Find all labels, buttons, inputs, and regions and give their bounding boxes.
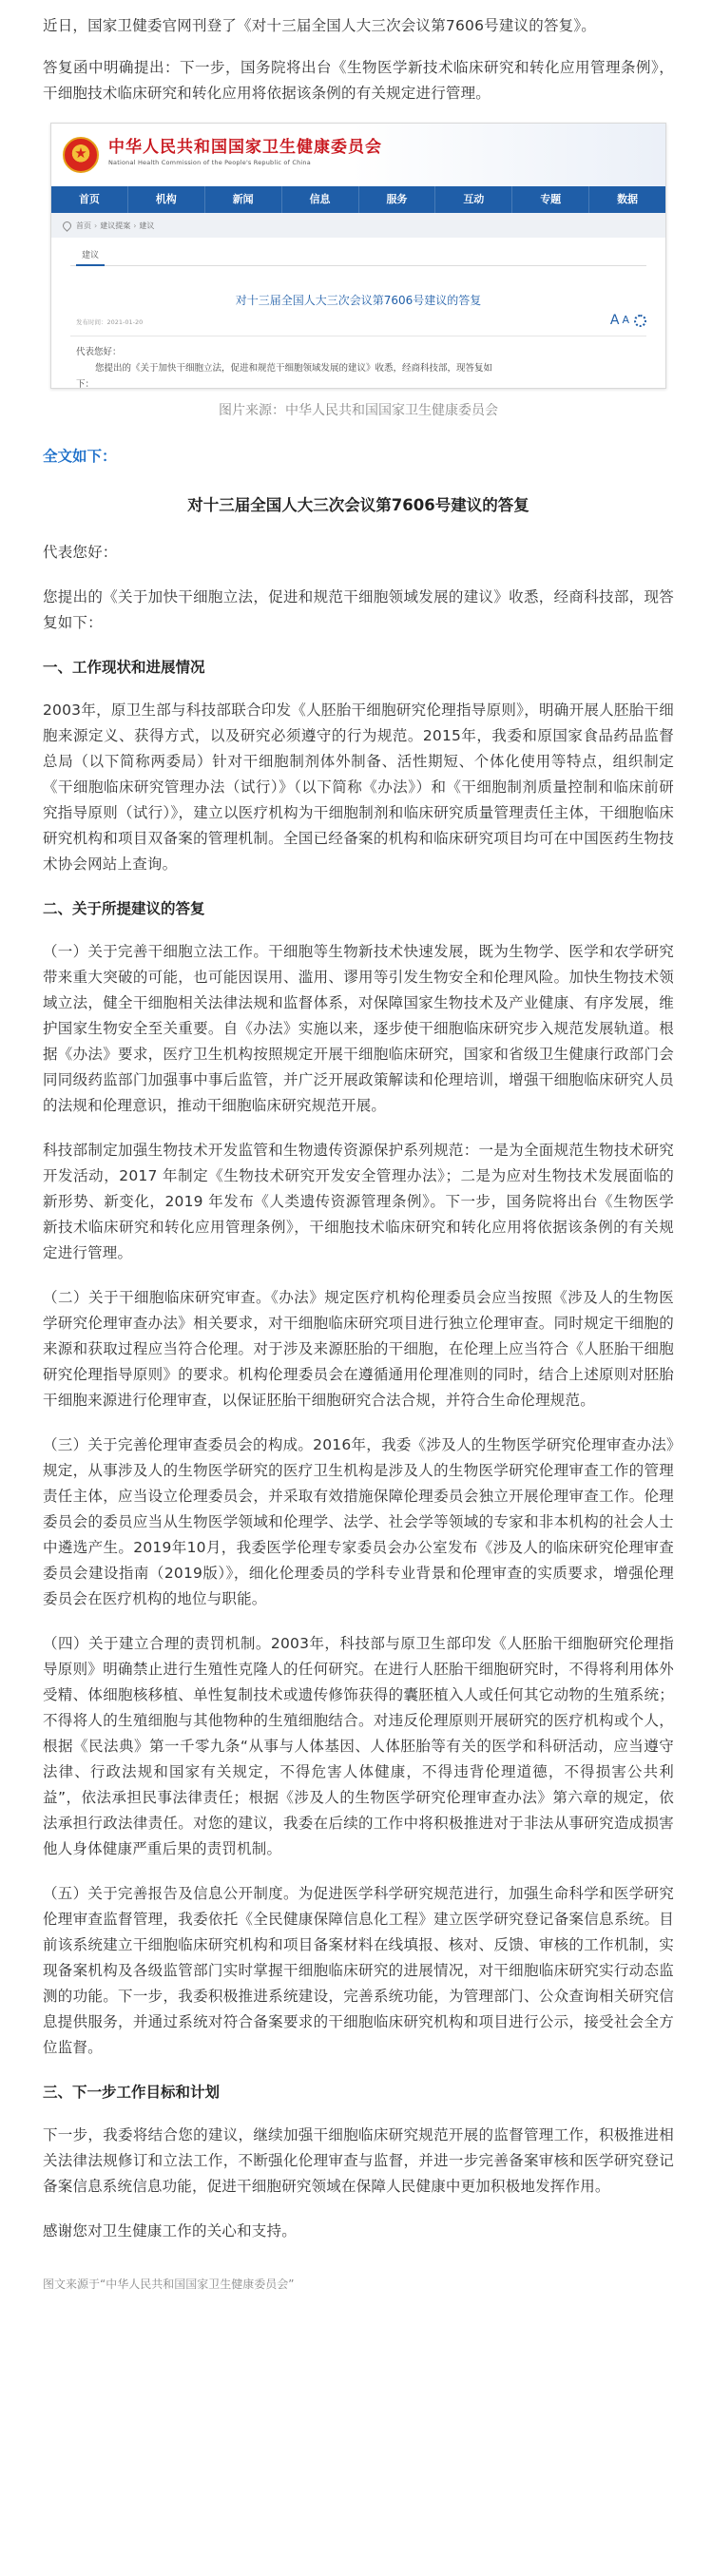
site-subtitle: National Health Commission of the People's Republic of China <box>108 159 311 166</box>
nhc-website-screenshot <box>50 123 666 389</box>
section-2-paragraph-6: （五）关于完善报告及信息公开制度。为促进医学科学研究规范进行，加强生命科学和医学研究伦理审查监督管理，我委依托《全民健康保障信息化工程》建立医学研究登记备案信息系统。目前该系统建立干细胞临床研究机构和项目备案材料在线填报、核对、反馈、审核的工作机制，实现备案机构及各级监管部门实时掌握干细胞临床研究的进展情况，对干细胞临床研究实行动态监测的功能。下一步，我委积极推进系统建设，完善系统功能，为管理部门、公众查询相关研究信息提供服务，并通过系统对符合备案要求的干细胞临床研究机构和项目进行公示，接受社会全方位监督。 <box>43 1885 674 2056</box>
nav-item-agency[interactable]: 机构 <box>128 186 205 213</box>
intro-paragraph-2: 答复函中明确提出：下一步，国务院将出台《生物医学新技术临床研究和转化应用管理条例》，干细胞技术临床研究和转化应用将依据该条例的有关规定进行管理。 <box>43 59 674 102</box>
breadcrumb-separator-icon: › <box>94 221 98 230</box>
section-1-paragraph: 2003年，原卫生部与科技部联合印发《人胚胎干细胞研究伦理指导原则》，明确开展人胚胎干细胞来源定义、获得方式，以及研究必须遵守的行为规范。2015年，我委和原国家食品药品监督总局（以下简称两委局）针对干细胞制剂体外制备、活性期短、个体化使用等特点，组织制定《干细胞临床研究管理办法（试行）》（以下简称《办法》）和《干细胞制剂质量控制和临床前研究指导原则（试行）》，建立以医疗机构为干细胞制剂和临床研究质量管理责任主体，干细胞临床研究机构和项目双备案的管理机制。全国已经备案的机构和临床研究项目均可在中国医药生物技术协会网站上查询。 <box>43 702 674 873</box>
tab-bar <box>70 247 646 266</box>
document-meta <box>70 313 646 336</box>
site-nav <box>51 186 665 213</box>
closing-line: 感谢您对卫生健康工作的关心和支持。 <box>43 2222 297 2240</box>
nav-item-data[interactable]: 数据 <box>617 193 639 205</box>
breadcrumb-item[interactable]: 首页 <box>76 221 91 230</box>
nav-item-news[interactable]: 新闻 <box>205 186 282 213</box>
figure-caption: 图片来源：中华人民共和国国家卫生健康委员会 <box>219 403 498 418</box>
figure <box>43 123 674 389</box>
nav-item-home[interactable]: 首页 <box>51 186 128 213</box>
font-size-tools <box>610 312 646 329</box>
nav-item-service[interactable]: 服务 <box>359 186 436 213</box>
source-note: 图文来源于“中华人民共和国国家卫生健康委员会” <box>43 2278 295 2291</box>
breadcrumb-item[interactable]: 建议提案 <box>100 221 131 230</box>
section-3-paragraph: 下一步，我委将结合您的建议，继续加强干细胞临床研究规范开展的监督管理工作，积极推进相关法律法规修订和立法工作，不断强化伦理审查与监督，并进一步完善备案审核和医学研究登记备案信息系统信息功能，促进干细胞研究领域在保障人民健康中更加积极地发挥作用。 <box>43 2126 674 2195</box>
letter-greeting: 代表您好： <box>76 347 122 357</box>
site-body <box>51 238 665 389</box>
font-larger-button[interactable]: A <box>609 313 620 328</box>
fulltext-label: 全文如下： <box>43 448 117 465</box>
section-2-paragraph-5: （四）关于建立合理的责罚机制。2003年，科技部与原卫生部印发《人胚胎干细胞研究伦理指导原则》明确禁止进行生殖性克隆人的任何研究。在进行人胚胎干细胞研究时，不得将利用体外受精、体细胞核移植、单性复制技术或遗传修饰获得的囊胚植入人或任何其它动物的生殖系统；不得将人的生殖细胞与其他物种的生殖细胞结合。对违反伦理原则开展研究的医疗机构或个人，根据《民法典》第一千零九条“从事与人体基因、人体胚胎等有关的医学和科研活动，应当遵守法律、行政法规和国家有关规定，不得危害人体健康，不得违背伦理道德，不得损害公共利益”，依法承担民事法律责任；根据《涉及人的生物医学研究伦理审查办法》第六章的规定，依法承担行政法律责任。对您的建议，我委在后续的工作中将积极推进对于非法从事研究造成损害他人身体健康严重后果的责罚机制。 <box>43 1635 674 1857</box>
font-smaller-button[interactable]: A <box>622 314 629 326</box>
section-2-paragraph-4: （三）关于完善伦理审查委员会的构成。2016年，我委《涉及人的生物医学研究伦理审查办法》规定，从事涉及人的生物医学研究的医疗卫生机构是涉及人的生物医学研究伦理审查工作的管理责任主体，应当设立伦理委员会，并采取有效措施保障伦理委员会独立开展伦理审查工作。伦理委员会的委员应当从生物医学领域和伦理学、法学、社会学等领域的专家和非本机构的社会人士中遴选产生。2019年10月，我委医学伦理专家委员会办公室发布《涉及人的临床研究伦理审查委员会建设指南（2019版）》，细化伦理委员的学科专业背景和伦理审查的实质要求，增强伦理委员会在医疗机构的地位与职能。 <box>43 1436 674 1607</box>
site-title: 中华人民共和国国家卫生健康委员会 <box>108 138 382 157</box>
breadcrumb-separator-icon: › <box>133 221 137 230</box>
nav-item-interact[interactable]: 互动 <box>435 186 512 213</box>
tab-suggestion[interactable]: 建议 <box>76 249 105 266</box>
reply-title: 对十三届全国人大三次会议第7606号建议的答复 <box>187 496 529 514</box>
letter-tail: 下： <box>76 379 95 389</box>
publish-date: 发布时间：2021-01-20 <box>76 318 144 326</box>
document-title: 对十三届全国人大三次会议第7606号建议的答复 <box>235 294 482 307</box>
location-pin-icon <box>61 220 73 232</box>
section-2-paragraph-1: （一）关于完善干细胞立法工作。干细胞等生物新技术快速发展，既为生物学、医学和农学研究带来重大突破的可能，也可能因误用、滥用、谬用等引发生物安全和伦理风险。加快生物技术领域立法，健全干细胞相关法律法规和监督体系，对保障国家生物技术及产业健康、有序发展，维护国家生物安全至关重要。自《办法》实施以来，逐步使干细胞临床研究步入规范发展轨道。根据《办法》要求，医疗卫生机构按照规定开展干细胞临床研究，国家和省级卫生健康行政部门会同同级药监部门加强事中事后监管，并广泛开展政策解读和伦理培训，增强干细胞临床研究人员的法规和伦理意识，推动干细胞临床研究规范开展。 <box>43 943 674 1114</box>
letter-preview <box>70 336 646 389</box>
nav-item-info[interactable]: 信息 <box>282 186 359 213</box>
section-1-heading: 一、工作现状和进展情况 <box>43 659 205 676</box>
site-header <box>51 124 665 186</box>
section-2-paragraph-3: （二）关于干细胞临床研究审查。《办法》规定医疗机构伦理委员会应当按照《涉及人的生物医学研究伦理审查办法》相关要求，对干细胞临床研究项目进行独立伦理审查。同时规定干细胞的来源和获取过程应当符合伦理。对于涉及来源胚胎的干细胞，在伦理上应当符合《人胚胎干细胞研究伦理指导原则》的要求。机构伦理委员会在遵循通用伦理准则的同时，结合上述原则对胚胎干细胞来源进行伦理审查，以保证胚胎干细胞研究合法合规，并符合生命伦理规范。 <box>43 1289 674 1409</box>
reply-opening: 您提出的《关于加快干细胞立法，促进和规范干细胞领域发展的建议》收悉，经商科技部，现答复如下： <box>43 588 674 631</box>
section-3-heading: 三、下一步工作目标和计划 <box>43 2084 221 2101</box>
section-2-paragraph-2: 科技部制定加强生物技术开发监管和生物遗传资源保护系列规范：一是为全面规范生物技术研究开发活动，2017 年制定《生物技术研究开发安全管理办法》；二是为应对生物技术发展面临的新形势、新变化，2019 年发布《人类遗传资源管理条例》。下一步，国务院将出台《生物医学新技术临床研究和转化应用管理条例》，干细胞技术临床研究和转化应用将依据该条例的有关规定进行管理。 <box>43 1142 674 1261</box>
breadcrumb <box>51 213 665 238</box>
intro-paragraph-1: 近日，国家卫健委官网刊登了《对十三届全国人大三次会议第7606号建议的答复》。 <box>43 17 596 34</box>
section-2-heading: 二、关于所提建议的答复 <box>43 900 205 917</box>
share-icon[interactable] <box>634 315 646 327</box>
nav-item-topics[interactable]: 专题 <box>512 186 589 213</box>
letter-line: 您提出的《关于加快干细胞立法，促进和规范干细胞领域发展的建议》收悉，经商科技部，现答复如 <box>95 363 493 374</box>
reply-greeting: 代表您好： <box>43 544 118 561</box>
breadcrumb-item[interactable]: 建议 <box>139 221 155 230</box>
national-emblem-icon <box>63 137 99 173</box>
